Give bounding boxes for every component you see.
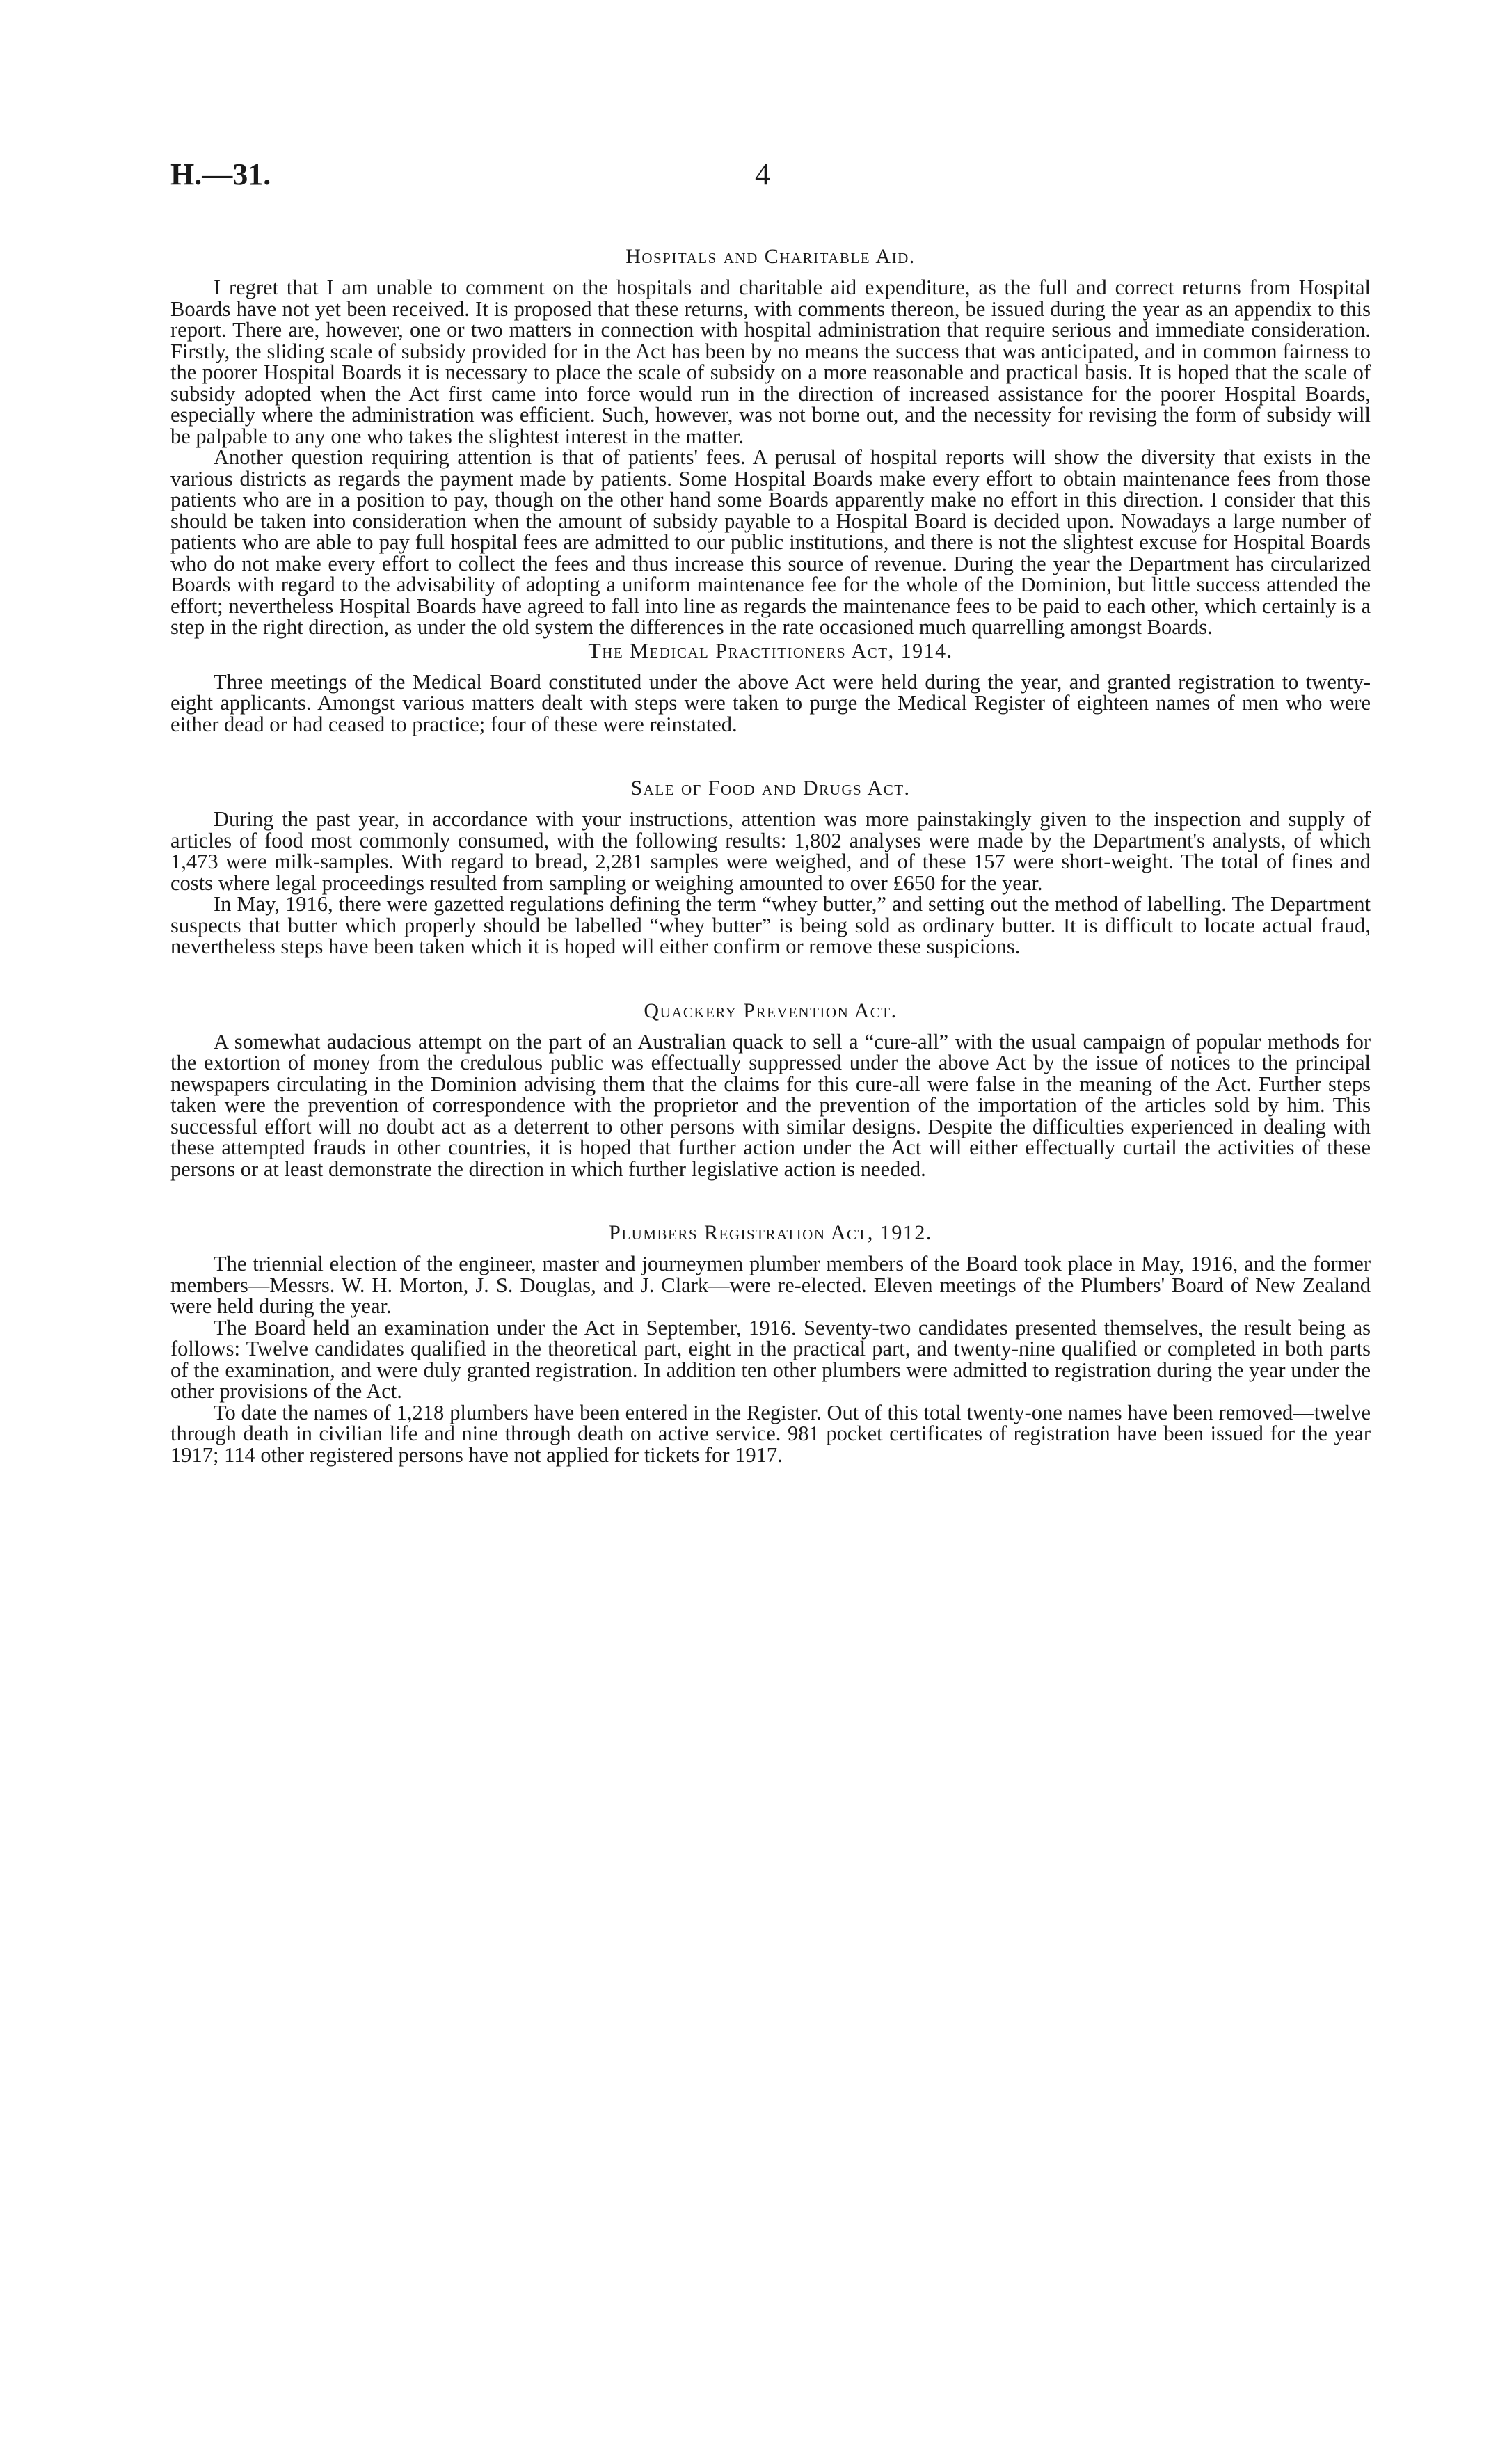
section-hospitals-charitable-aid <box>170 244 1371 638</box>
section-heading: Sale of Food and Drugs Act. <box>630 777 911 800</box>
paragraph: To date the names of 1,218 plumbers have been entered in the Register. Out of this total twenty-one names have been removed—twelve through death in civilian life and nine through death on active service. 981 pocket certificates of registration have been issued for the year 1917; 114 other registered persons have not applied for tickets for 1917. <box>170 1400 1371 1467</box>
section-heading: Hospitals and Charitable Aid. <box>625 245 916 268</box>
paragraph: The Board held an examination under the Act in September, 1916. Seventy-two candidates presented themselves, the result being as follows: Twelve candidates qualified in the theoretical part, eight in the practical part, and twenty-nine qualified or completed in both parts of the examination, and were duly granted registration. In addition ten other plumbers were admitted to registration during the year under the other provisions of the Act. <box>170 1315 1371 1403</box>
paragraph: I regret that I am unable to comment on the hospitals and charitable aid expenditure, as the full and correct returns from Hospital Boards have not yet been received. It is proposed that these returns, with comments thereon, be issued during the year as an appendix to this report. There are, however, one or two matters in connection with hospital administration that require serious and immediate consideration. Firstly, the sliding scale of subsidy provided for in the Act has been by no means the success that was anticipated, and in common fairness to the poorer Hospital Boards it is necessary to place the scale of subsidy on a more reasonable and practical basis. It is hoped that the scale of subsidy adopted when the Act first came into force would run in the direction of increased assistance for the poorer Hospital Boards, especially where the administration was efficient. Such, however, was not borne out, and the necessity for revising the form of subsidy will be palpable to any one who takes the slightest interest in the matter. <box>170 276 1371 448</box>
section-medical-practitioners-act <box>170 638 1371 736</box>
paragraph: Three meetings of the Medical Board constituted under the above Act were held during the year, and granted registration to twenty-eight applicants. Amongst various matters dealt with steps were taken to purge the Medical Register of eighteen names of men who were either dead or had ceased to practice; four of these were reinstated. <box>170 669 1371 736</box>
paragraph: A somewhat audacious attempt on the part of an Australian quack to sell a “cure-all” with the usual campaign of popular methods for the extortion of money from the credulous public was effectually suppressed under the above Act by the issue of notices to the principal newspapers circulating in the Dominion advising them that the claims for this cure-all were false in the meaning of the Act. Further steps taken were the prevention of correspondence with the proprietor and the prevention of the importation of the articles sold by him. This successful effort will no doubt act as a deterrent to other persons with similar designs. Despite the difficulties experienced in dealing with these attempted frauds in other countries, it is hoped that further action under the Act will either effectually curtail the activities of these persons or at least demonstrate the direction in which further legislative action is needed. <box>170 1029 1371 1181</box>
page-header <box>170 157 1371 219</box>
paragraph: The triennial election of the engineer, master and journeymen plumber members of the Board took place in May, 1916, and the former members—Messrs. W. H. Morton, J. S. Douglas, and J. Clark—were re-elected. Eleven meetings of the Plumbers' Board of New Zealand were held during the year. <box>170 1252 1371 1318</box>
paragraph: Another question requiring attention is that of patients' fees. A perusal of hospital reports will show the diversity that exists in the various districts as regards the payment made by patients. Some Hospital Boards make every effort to obtain maintenance fees from those patients who are in a position to pay, though on the other hand some Boards apparently make no effort in this direction. I consider that this should be taken into consideration when the amount of subsidy payable to a Hospital Board is decided upon. Nowadays a large number of patients who are able to pay full hospital fees are admitted to our public institutions, and there is not the slightest excuse for Hospital Boards who do not make every effort to collect the fees and thus increase this source of revenue. During the year the Department has circularized Boards with regard to the advisability of adopting a uniform maintenance fee for the whole of the Dominion, but little success attended the effort; nevertheless Hospital Boards have agreed to fall into line as regards the maintenance fees to be paid to each other, which certainly is a step in the right direction, as under the old system the differences in the rate occasioned much quarrelling amongst Boards. <box>170 445 1371 639</box>
section-sale-of-food-drugs-act <box>170 775 1371 957</box>
section-plumbers-registration-act <box>170 1220 1371 1465</box>
document-page <box>170 157 1371 1465</box>
section-heading: Quackery Prevention Act. <box>644 999 898 1022</box>
section-heading: The Medical Practitioners Act, 1914. <box>588 639 953 662</box>
report-reference: H.—31. <box>170 157 271 191</box>
section-quackery-prevention-act <box>170 998 1371 1180</box>
paragraph: In May, 1916, there were gazetted regulations defining the term “whey butter,” and setting out the method of labelling. The Department suspects that butter which properly should be labelled “whey butter” is being sold as ordinary butter. It is difficult to locate actual fraud, nevertheless steps have been taken which it is hoped will either confirm or remove these suspicions. <box>170 892 1371 958</box>
section-heading: Plumbers Registration Act, 1912. <box>609 1221 932 1244</box>
paragraph: During the past year, in accordance with your instructions, attention was more painstakingly given to the inspection and supply of articles of food most commonly consumed, with the following results: 1,802 analyses were made by the Department's analysts, of which 1,473 were milk-samples. With regard to bread, 2,281 samples were weighed, and of these 157 were short-weight. The total of fines and costs where legal proceedings resulted from sampling or weighing amounted to over £650 for the year. <box>170 807 1371 895</box>
page-number: 4 <box>755 157 770 191</box>
